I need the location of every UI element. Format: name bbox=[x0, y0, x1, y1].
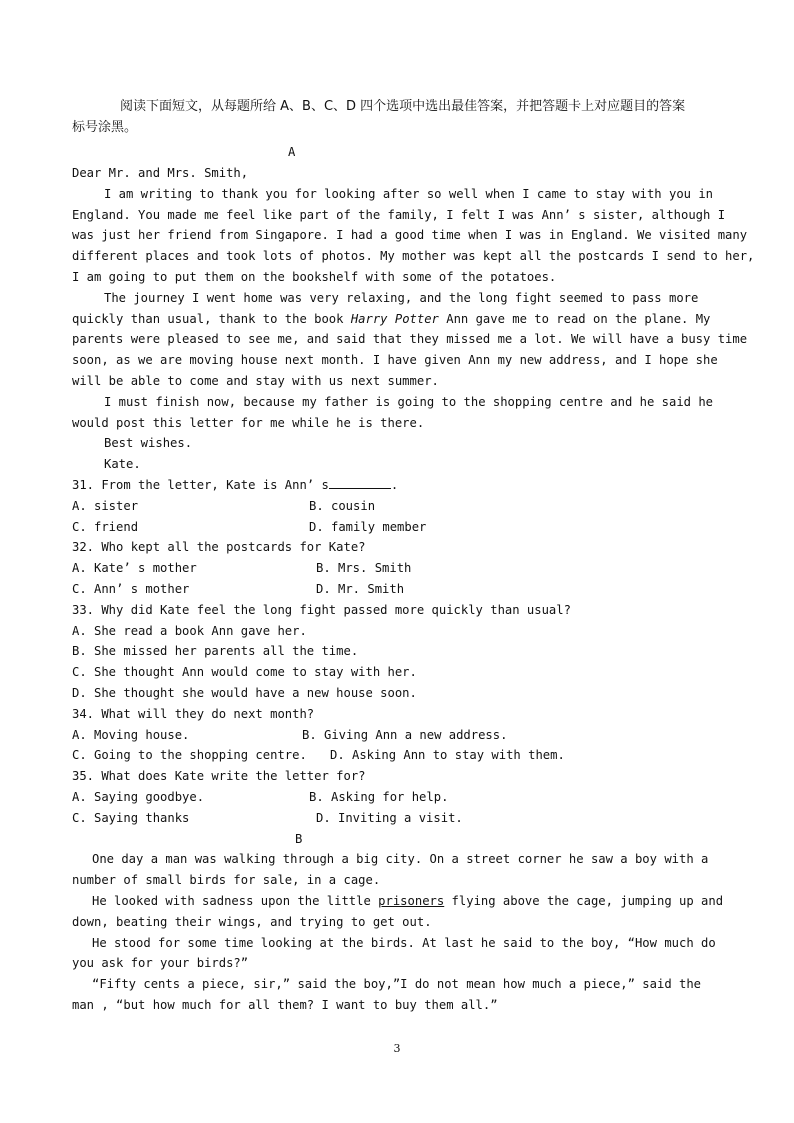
question-35-stem: 35. What does Kate write the letter for? bbox=[72, 769, 366, 783]
instructions-line-2: 标号涂黑。 bbox=[72, 120, 138, 135]
question-stem-text: . bbox=[390, 478, 399, 492]
question-31-option-d: D. family member bbox=[309, 520, 427, 534]
question-33-option-b: B. She missed her parents all the time. bbox=[72, 644, 359, 658]
letter-closing: Best wishes. bbox=[104, 436, 193, 450]
book-title: Harry Potter bbox=[350, 312, 439, 326]
letter-p2-line bbox=[72, 311, 710, 327]
letter-p1-line: different places and took lots of photos. My mother was kept all the postcards I send to her, bbox=[72, 249, 755, 263]
letter-greeting: Dear Mr. and Mrs. Smith, bbox=[72, 166, 249, 180]
passage-b-text: flying above the cage, jumping up and bbox=[444, 894, 724, 908]
letter-p1-line: England. You made me feel like part of the family, I felt I was Ann’ s sister, although I bbox=[72, 208, 726, 222]
question-32-option-c: C. Ann’ s mother bbox=[72, 582, 190, 596]
passage-b-p3-line: you ask for your birds?” bbox=[72, 956, 249, 970]
letter-p1-line: was just her friend from Singapore. I had a good time when I was in England. We visited many bbox=[72, 228, 748, 242]
passage-b-p3-line: He stood for some time looking at the birds. At last he said to the boy, “How much do bbox=[92, 936, 716, 950]
letter-p3-line: I must finish now, because my father is going to the shopping centre and he said he bbox=[104, 395, 714, 409]
instructions-line-1: 阅读下面短文，从每题所给 A、B、C、D 四个选项中选出最佳答案，并把答题卡上对应题目的答案 bbox=[120, 99, 686, 114]
question-31-option-c: C. friend bbox=[72, 520, 139, 534]
passage-b-text: He looked with sadness upon the little bbox=[92, 894, 379, 908]
passage-b-p2-line bbox=[92, 893, 723, 909]
letter-p2-line: parents were pleased to see me, and said that they missed me a lot. We will have a busy time bbox=[72, 332, 748, 346]
question-35-option-c: C. Saying thanks bbox=[72, 811, 190, 825]
page-number: 3 bbox=[393, 1042, 401, 1055]
question-31-stem bbox=[72, 477, 398, 493]
question-35-option-a: A. Saying goodbye. bbox=[72, 790, 205, 804]
answer-blank bbox=[329, 477, 391, 489]
question-33-option-a: A. She read a book Ann gave her. bbox=[72, 624, 307, 638]
passage-b-p2-line: down, beating their wings, and trying to get out. bbox=[72, 915, 432, 929]
passage-b-p1-line: One day a man was walking through a big city. On a street corner he saw a boy with a bbox=[92, 852, 709, 866]
letter-p2-line: will be able to come and stay with us next summer. bbox=[72, 374, 439, 388]
question-33-stem: 33. Why did Kate feel the long fight passed more quickly than usual? bbox=[72, 603, 571, 617]
passage-b-p4-line: man , “but how much for all them? I want to buy them all.” bbox=[72, 998, 498, 1012]
letter-p3-line: would post this letter for me while he is there. bbox=[72, 416, 425, 430]
question-31-option-a: A. sister bbox=[72, 499, 139, 513]
question-32-option-b: B. Mrs. Smith bbox=[316, 561, 412, 575]
letter-p2-text: quickly than usual, thank to the book bbox=[72, 312, 351, 326]
question-32-stem: 32. Who kept all the postcards for Kate? bbox=[72, 540, 366, 554]
question-34-stem: 34. What will they do next month? bbox=[72, 707, 315, 721]
question-34-option-a: A. Moving house. bbox=[72, 728, 190, 742]
letter-p1-line: I am writing to thank you for looking after so well when I came to stay with you in bbox=[104, 187, 714, 201]
question-33-option-d: D. She thought she would have a new house soon. bbox=[72, 686, 417, 700]
passage-a-label: A bbox=[288, 145, 296, 159]
question-stem-text: 31. From the letter, Kate is Ann’ s bbox=[72, 478, 329, 492]
letter-p2-line: soon, as we are moving house next month. I have given Ann my new address, and I hope she bbox=[72, 353, 718, 367]
question-35-option-b: B. Asking for help. bbox=[309, 790, 449, 804]
question-32-option-d: D. Mr. Smith bbox=[316, 582, 405, 596]
passage-b-p1-line: number of small birds for sale, in a cage. bbox=[72, 873, 381, 887]
passage-b-label: B bbox=[295, 832, 303, 846]
question-31-option-b: B. cousin bbox=[309, 499, 376, 513]
letter-p2-line: The journey I went home was very relaxing, and the long fight seemed to pass more bbox=[104, 291, 699, 305]
letter-signature: Kate. bbox=[104, 457, 141, 471]
underlined-word: prisoners bbox=[378, 894, 445, 908]
letter-p2-text: Ann gave me to read on the plane. My bbox=[438, 312, 711, 326]
question-33-option-c: C. She thought Ann would come to stay with her. bbox=[72, 665, 417, 679]
question-34-option-d: D. Asking Ann to stay with them. bbox=[330, 748, 565, 762]
passage-b-p4-line: “Fifty cents a piece, sir,” said the boy,”I do not mean how much a piece,” said the bbox=[92, 977, 702, 991]
letter-p1-line: I am going to put them on the bookshelf with some of the potatoes. bbox=[72, 270, 557, 284]
question-34-option-b: B. Giving Ann a new address. bbox=[302, 728, 508, 742]
question-32-option-a: A. Kate’ s mother bbox=[72, 561, 197, 575]
question-34-option-c: C. Going to the shopping centre. bbox=[72, 748, 307, 762]
question-35-option-d: D. Inviting a visit. bbox=[316, 811, 463, 825]
